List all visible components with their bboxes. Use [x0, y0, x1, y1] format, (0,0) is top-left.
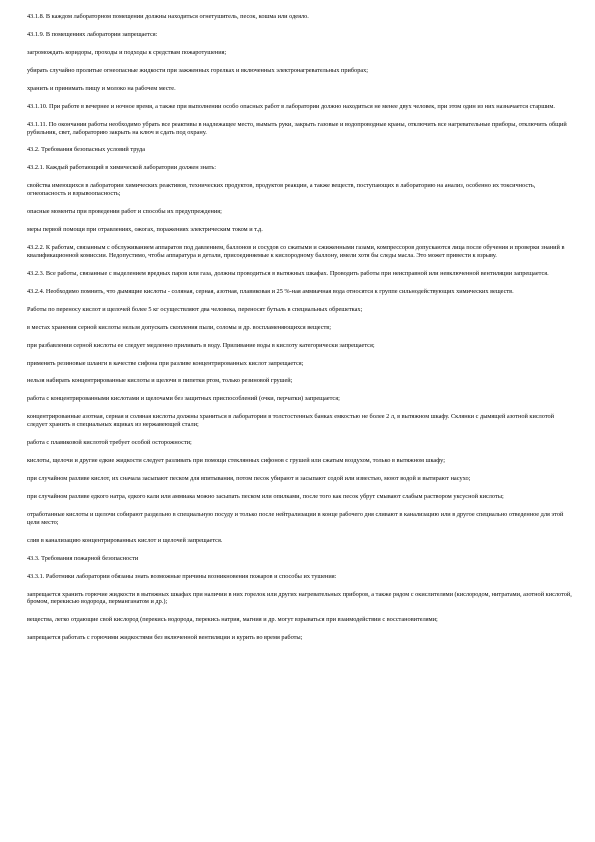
- paragraph: вещества, легко отдающие свой кислород (перекись водорода, перекись натрия, магния и др. могут взрываться при взаимодействии с восстановителями;: [27, 616, 438, 624]
- paragraph: опасные моменты при проведении работ и способы их предупреждения;: [27, 208, 222, 216]
- paragraph: работа с концентрированными кислотами и щелочами без защитных приспособлений (очки, перчатки) запрещается;: [27, 395, 340, 403]
- paragraph: концентрированные азотная, серная и соляная кислоты должны храниться в лаборатории в толстостенных банках емкостью не более 2 л, в вытяжном шкафу. Склянки с дымящей азотной кислотой следует хранить в специальных ящиках из нержавеющей стали;: [27, 413, 555, 429]
- paragraph: при разбавлении серной кислоты ее следует медленно приливать в воду. Приливание воды в кислоту категорически запрещается;: [27, 341, 375, 349]
- paragraph: 43.2.4. Необходимо помнить, что дымящие кислоты - соляная, серная, азотная, плавиковая и 25 %-ная аммиачная вода относятся к группе сильнодействующих химических веществ.: [27, 287, 514, 295]
- paragraph: 43.2.3. Все работы, связанные с выделением вредных паров или газа, должны проводиться в вытяжных шкафах. Проводить работы при неисправной или невключенной вентиляции запрещается.: [27, 269, 549, 277]
- paragraph: загромождать коридоры, проходы и подходы к средствам пожаротушения;: [27, 48, 227, 56]
- document-page: [27, 13, 575, 652]
- paragraph: в местах хранения серной кислоты нельзя допускать скопления пыли, соломы и др. воспламеняющихся веществ;: [27, 323, 332, 331]
- paragraph: Работы по переносу кислот и щелочей более 5 кг осуществляют два человека, переносят бутыль в специальных обрешетках;: [27, 305, 363, 313]
- paragraph: 43.1.8. В каждом лабораторном помещении должны находиться огнетушитель, песок, кошма или одеяло.: [27, 13, 309, 20]
- paragraph: запрещается работать с горючими жидкостями без включенной вентиляции и курить во время работы;: [27, 634, 303, 642]
- section-heading: 43.2. Требования безопасных условий труда: [27, 146, 146, 154]
- paragraph: убирать случайно пролитые огнеопасные жидкости при зажженных горелках и включенных электронагревательных приборах;: [27, 66, 369, 74]
- section-heading: 43.3. Требования пожарной безопасности: [27, 554, 139, 562]
- paragraph: слив в канализацию концентрированных кислот и щелочей запрещается.: [27, 536, 223, 544]
- paragraph: отработанные кислоты и щелочи собирают раздельно в специальную посуду и только после нейтрализации в конце рабочего дня сливают в канализацию или в другое специально отведенное для этой цели место;: [27, 510, 564, 526]
- paragraph: 43.3.1. Работники лаборатории обязаны знать возможные причины возникновения пожаров и способы их тушения:: [27, 572, 337, 580]
- paragraph: кислоты, щелочи и другие едкие жидкости следует разливать при помощи стеклянных сифонов с грушей или сжатым воздухом, только в вытяжном шкафу;: [27, 457, 445, 465]
- paragraph: свойства имеющихся в лаборатории химических реактивов, технических продуктов, продуктов реакции, а также веществ, поступающих в лабораторию на анализ, особенно их токсичность, огнеопасность и взрывоопасность;: [27, 182, 536, 198]
- paragraph: при случайном разливе кислот, их сначала засыпают песком для впитывания, потом песок убирают и засыпают содой или известью, моют водой и вытирают насухо;: [27, 475, 471, 482]
- paragraph: применять резиновые шланги в качестве сифона при разливе концентрированных кислот запрещается;: [27, 359, 304, 367]
- paragraph: хранить и принимать пищу и молоко на рабочем месте.: [27, 84, 176, 92]
- paragraph: меры первой помощи при отравлениях, ожогах, поражениях электрическим током и т.д.: [27, 226, 263, 234]
- paragraph: 43.1.9. В помещениях лаборатории запрещается:: [27, 30, 158, 38]
- paragraph: 43.1.11. По окончании работы необходимо убрать все реактивы в надлежащее место, вымыть руки, закрыть газовые и водопроводные краны, отключить все нагревательные приборы, отключить общий рубильник, свет, лабораторию закрыть на ключ и сдать под охрану.: [27, 120, 567, 136]
- paragraph: 43.2.2. К работам, связанным с обслуживанием аппаратов под давлением, баллонов и сосудов со сжатыми и сжиженными газами, компрессоров допускаются лица после обучения и проверки знаний в квалификационной комиссии. Недопустимо, чтобы аппаратура и детали, присоединяемые к кислородному баллону, имели хотя бы следы масла. Это может привести к взрыву.: [27, 244, 565, 259]
- paragraph: нельзя набирать концентрированные кислоты и щелочи в пипетки ртом, только резиновой грушей;: [27, 377, 293, 385]
- paragraph: запрещается хранить горючие жидкости в вытяжных шкафах при наличии в них горелок или других нагревательных приборов, а также рядом с окислителями (кислородом, нитратами, азотной кислотой, бромом, перекисью водорода, перманганатом и др.);: [27, 590, 572, 606]
- paragraph: работа с плавиковой кислотой требует особой осторожности;: [27, 439, 192, 447]
- paragraph: 43.1.10. При работе в вечернее и ночное время, а также при выполнении особо опасных работ в лаборатории должно находиться не менее двух человек, при этом один из них назначается старшим.: [27, 102, 555, 110]
- paragraph: 43.2.1. Каждый работающий в химической лаборатории должен знать:: [27, 164, 217, 172]
- paragraph: при случайном разливе едкого натра, едкого кали или аммиака можно засыпать песком или опилками, после того как песок убрут смывают слабым раствором уксусной кислоты;: [27, 492, 504, 500]
